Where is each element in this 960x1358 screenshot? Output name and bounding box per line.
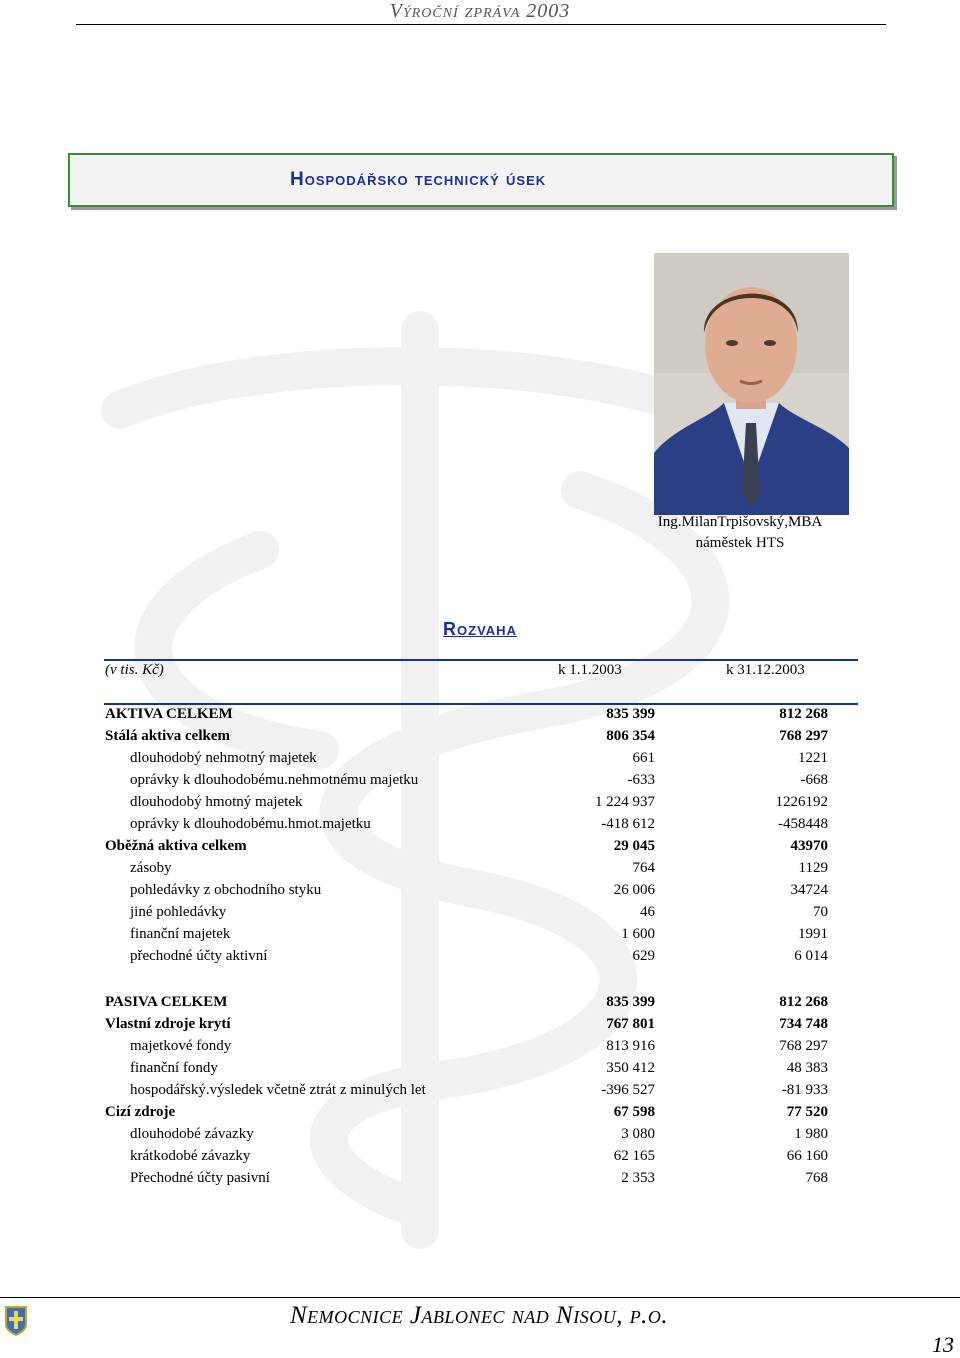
column-header-end: k 31.12.2003 (726, 662, 805, 678)
table-row (0, 904, 960, 926)
row-value-start: 29 045 (613, 838, 655, 854)
row-label: Přechodné účty pasivní (130, 1170, 270, 1186)
row-value-start: 629 (632, 948, 655, 964)
table-header-rule (104, 703, 858, 705)
table-row (0, 750, 960, 772)
table-row (0, 1082, 960, 1104)
caption-role: náměstek HTS (695, 535, 785, 551)
row-label: zásoby (130, 860, 172, 876)
table-row (0, 706, 960, 728)
row-label: pohledávky z obchodního styku (130, 882, 322, 898)
row-label: oprávky k dlouhodobému.hmot.majetku (130, 816, 371, 832)
table-row (0, 994, 960, 1016)
row-value-end: 768 297 (779, 728, 828, 744)
row-value-start: 3 080 (621, 1126, 655, 1142)
row-label: majetkové fondy (130, 1038, 232, 1054)
header-rule (76, 24, 886, 25)
section-title: Hospodářsko technický úsek (290, 169, 547, 190)
hospital-logo-icon (4, 1305, 28, 1337)
row-value-end: 1129 (798, 860, 828, 876)
footer-rule (0, 1297, 960, 1298)
row-label: PASIVA CELKEM (105, 994, 228, 1010)
row-label: dlouhodobý nehmotný majetek (130, 750, 317, 766)
table-row (0, 1016, 960, 1038)
row-value-start: 26 006 (613, 882, 655, 898)
row-value-end: 70 (813, 904, 828, 920)
unit-label: (v tis. Kč) (105, 662, 164, 678)
row-value-start: 46 (640, 904, 655, 920)
row-label: oprávky k dlouhodobému.nehmotnému majetku (130, 772, 419, 788)
row-label: dlouhodobý hmotný majetek (130, 794, 303, 810)
table-row (0, 838, 960, 860)
row-label: hospodářský.výsledek včetně ztrát z minulých let (130, 1082, 426, 1098)
row-value-end: 812 268 (779, 706, 828, 722)
row-value-end: 768 297 (779, 1038, 828, 1054)
row-value-end: 812 268 (779, 994, 828, 1010)
row-value-end: 1226192 (775, 794, 828, 810)
row-value-end: 34724 (790, 882, 828, 898)
row-value-end: 43970 (790, 838, 828, 854)
row-value-end: 48 383 (786, 1060, 828, 1076)
row-value-end: 768 (805, 1170, 828, 1186)
table-top-rule (104, 659, 858, 661)
table-row (0, 816, 960, 838)
caption-name: Ing.MilanTrpišovský,MBA (657, 514, 823, 530)
row-value-start: 661 (632, 750, 655, 766)
row-value-start: -396 527 (601, 1082, 655, 1098)
row-value-end: 77 520 (786, 1104, 828, 1120)
row-value-start: 62 165 (613, 1148, 655, 1164)
table-row (0, 882, 960, 904)
row-value-end: -458448 (778, 816, 828, 832)
row-label: Vlastní zdroje krytí (105, 1016, 231, 1032)
row-value-start: 1 600 (621, 926, 655, 942)
row-label: jiné pohledávky (130, 904, 227, 920)
table-row (0, 772, 960, 794)
footer-title: Nemocnice Jablonec nad Nisou, p.o. (290, 1302, 669, 1329)
row-value-start: -633 (627, 772, 655, 788)
header-title: Výroční zpráva 2003 (389, 0, 571, 22)
table-row (0, 728, 960, 750)
table-row (0, 948, 960, 970)
row-value-start: 835 399 (606, 994, 655, 1010)
row-value-start: 813 916 (606, 1038, 655, 1054)
row-label: AKTIVA CELKEM (105, 706, 233, 722)
row-value-end: 1991 (798, 926, 828, 942)
row-value-start: 1 224 937 (595, 794, 655, 810)
rozvaha-title: Rozvaha (443, 619, 517, 639)
row-value-end: -668 (800, 772, 828, 788)
table-row (0, 860, 960, 882)
photo-caption (630, 512, 850, 554)
table-row (0, 1060, 960, 1082)
row-value-end: 1 980 (794, 1126, 828, 1142)
row-label: dlouhodobé závazky (130, 1126, 254, 1142)
row-value-start: 67 598 (613, 1104, 655, 1120)
column-header-start: k 1.1.2003 (558, 662, 622, 678)
row-label: přechodné účty aktivní (130, 948, 268, 964)
row-label: Oběžná aktiva celkem (105, 838, 247, 854)
row-value-end: 1221 (798, 750, 828, 766)
table-row (0, 926, 960, 948)
row-label: finanční majetek (130, 926, 231, 942)
row-value-end: 66 160 (786, 1148, 828, 1164)
table-row (0, 1038, 960, 1060)
portrait-photo (654, 253, 849, 515)
row-value-start: 350 412 (606, 1060, 655, 1076)
row-value-start: 767 801 (606, 1016, 655, 1032)
row-value-start: 2 353 (621, 1170, 655, 1186)
table-row (0, 1170, 960, 1192)
row-label: Cizí zdroje (105, 1104, 176, 1120)
row-value-start: -418 612 (601, 816, 655, 832)
row-value-start: 764 (632, 860, 655, 876)
row-value-start: 806 354 (606, 728, 655, 744)
row-value-end: 734 748 (779, 1016, 828, 1032)
row-value-end: -81 933 (781, 1082, 828, 1098)
table-row (0, 1148, 960, 1170)
row-value-start: 835 399 (606, 706, 655, 722)
row-label: Stálá aktiva celkem (105, 728, 230, 744)
row-label: krátkodobé závazky (130, 1148, 251, 1164)
row-label: finanční fondy (130, 1060, 218, 1076)
table-row (0, 1126, 960, 1148)
page-number: 13 (932, 1332, 954, 1357)
table-row (0, 1104, 960, 1126)
row-value-end: 6 014 (794, 948, 828, 964)
section-banner (68, 153, 894, 207)
table-row (0, 794, 960, 816)
